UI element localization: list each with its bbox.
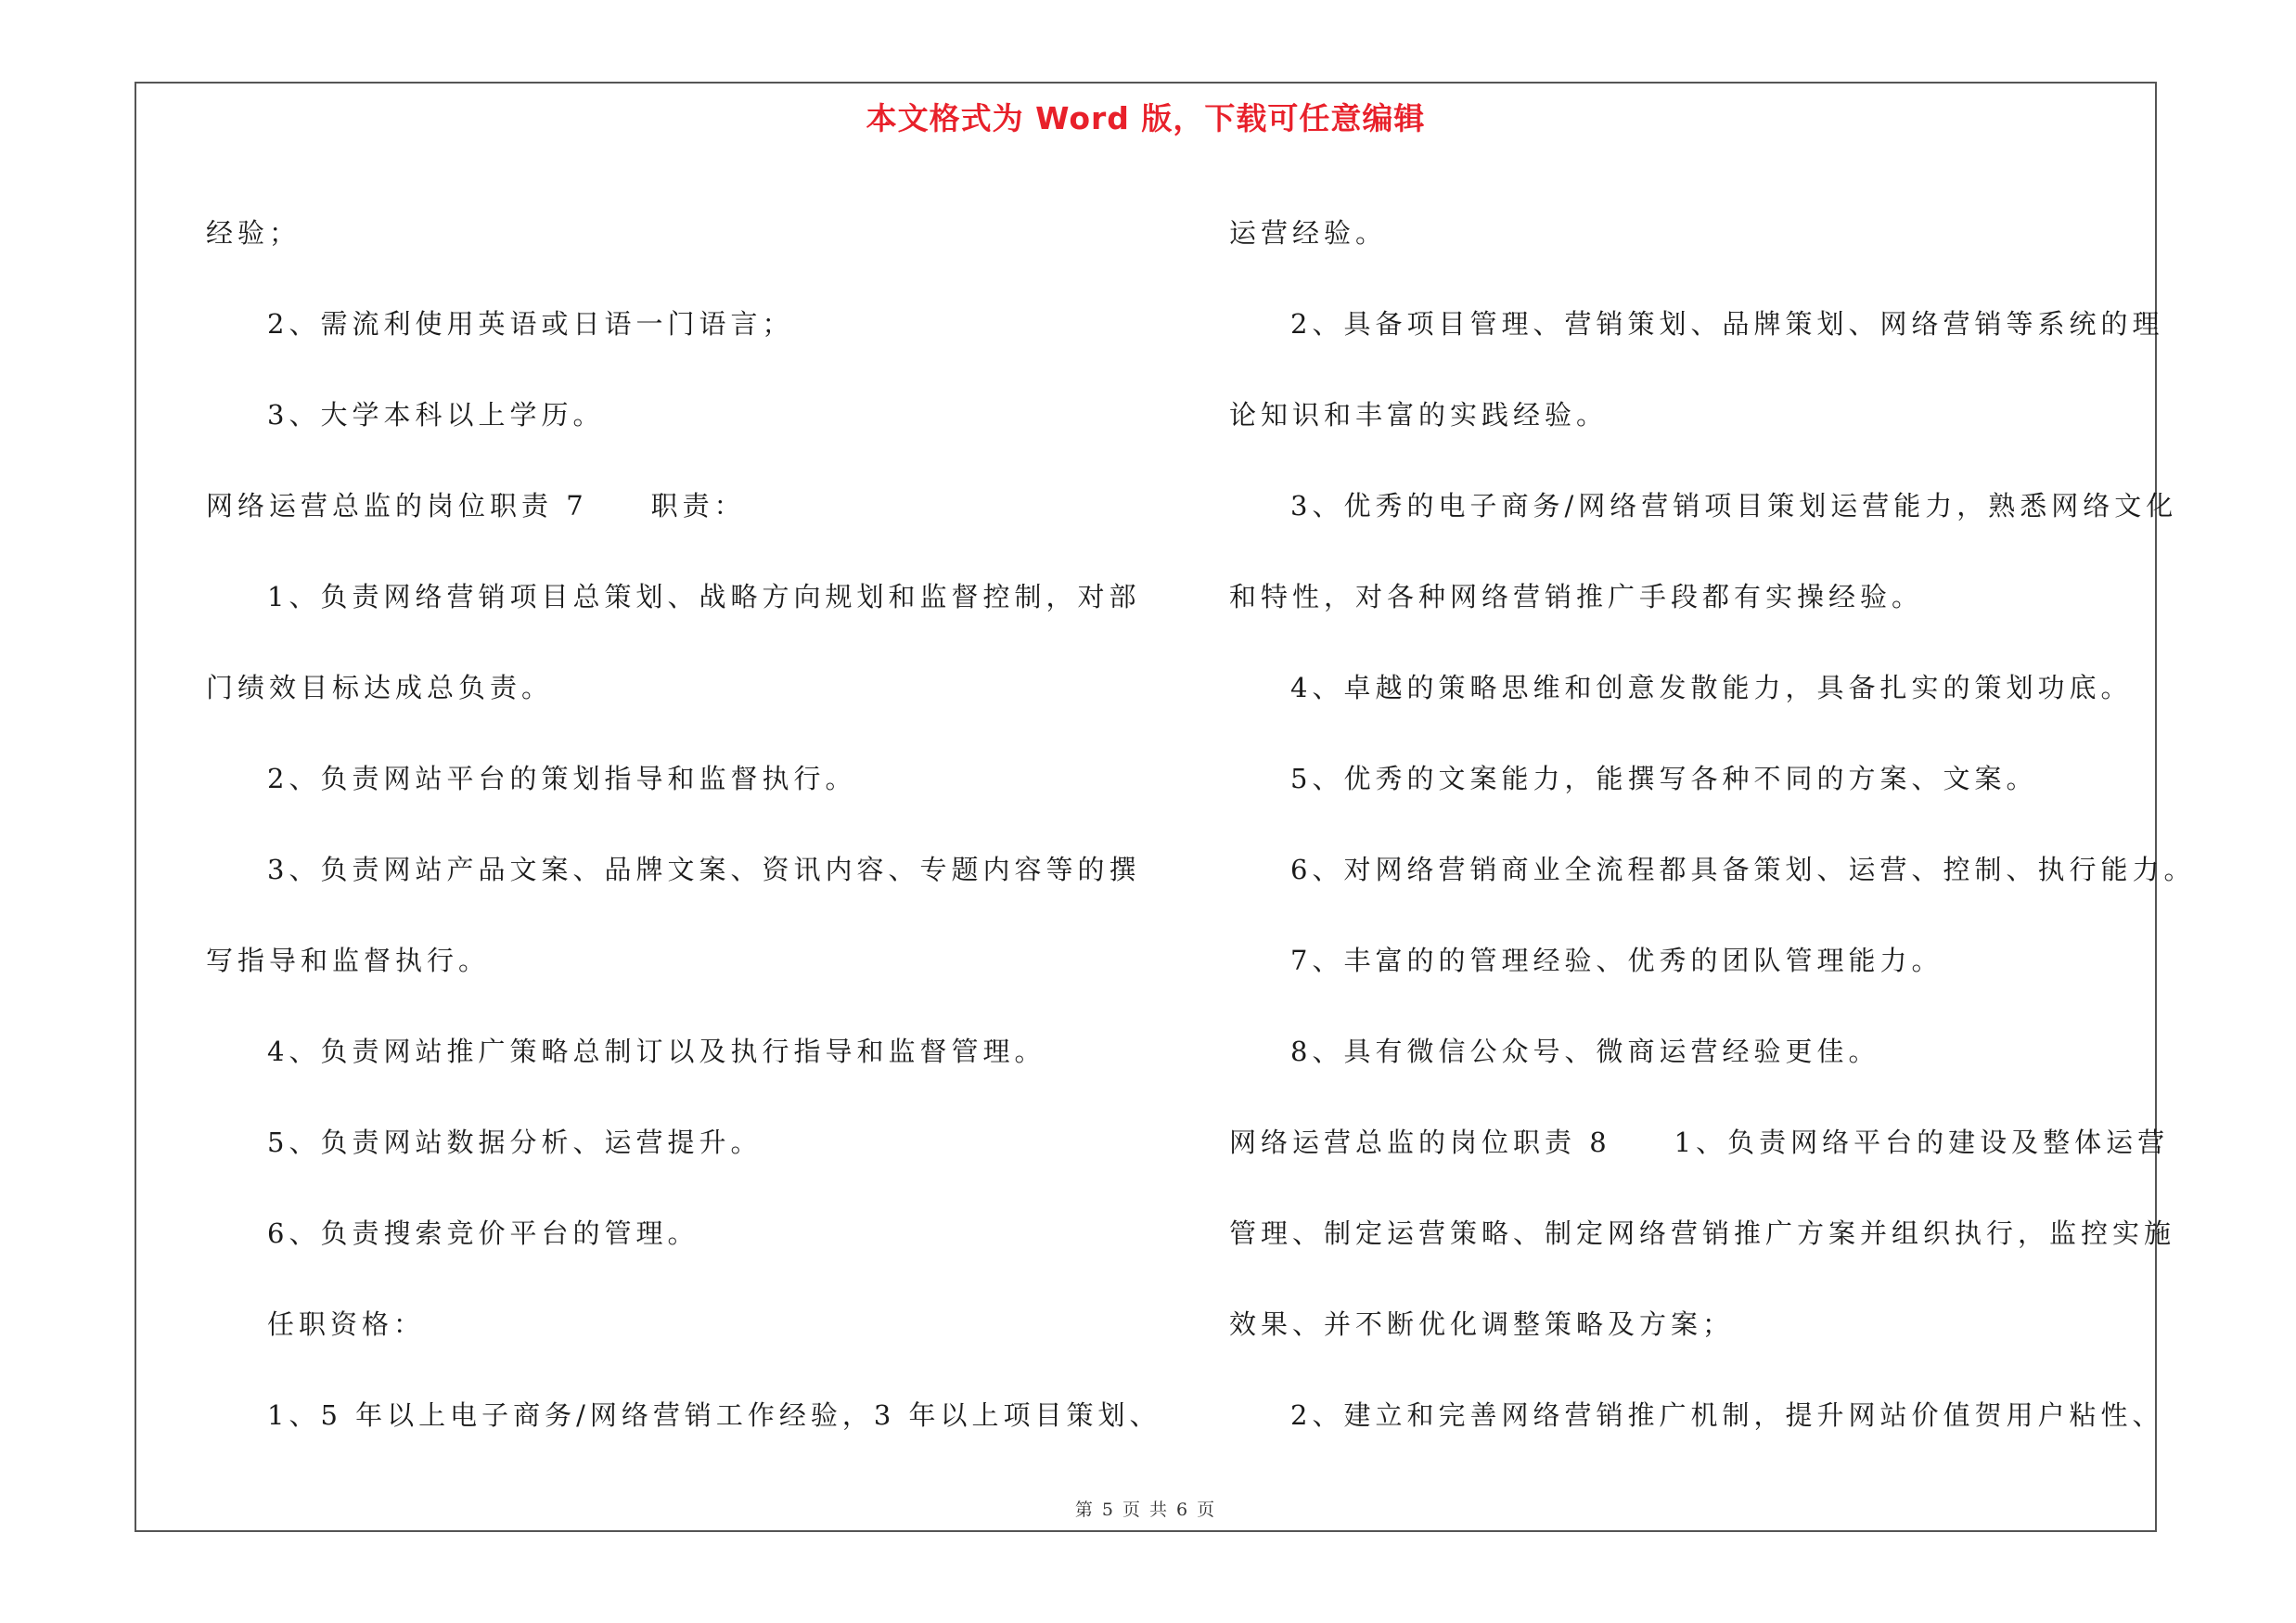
text-line: 3、大学本科以上学历。 — [267, 399, 605, 431]
text-line: 写指导和监督执行。 — [206, 945, 491, 976]
text-line: 效果、并不断优化调整策略及方案； — [1229, 1308, 1735, 1340]
text-line: 3、优秀的电子商务/网络营销项目策划运营能力，熟悉网络文化 — [1290, 490, 2178, 522]
text-line: 论知识和丰富的实践经验。 — [1229, 399, 1609, 431]
text-line: 6、对网络营销商业全流程都具备策划、运营、控制、执行能力。 — [1290, 854, 2196, 885]
text-line: 7、丰富的的管理经验、优秀的团队管理能力。 — [1290, 945, 1943, 976]
text-line: 3、负责网站产品文案、品牌文案、资讯内容、专题内容等的撰 — [267, 854, 1141, 885]
text-line: 1、负责网络营销项目总策划、战略方向规划和监督控制，对部 — [267, 581, 1141, 612]
text-line: 6、负责搜索竞价平台的管理。 — [267, 1217, 699, 1249]
text-line: 5、负责网站数据分析、运营提升。 — [267, 1127, 763, 1158]
text-line: 网络运营总监的岗位职责 7 职责： — [206, 490, 746, 522]
page-number-footer: 第 5 页 共 6 页 — [1074, 1500, 1217, 1520]
text-line: 4、负责网站推广策略总制订以及执行指导和监督管理。 — [267, 1036, 1046, 1067]
left-text-column — [206, 187, 1161, 1461]
text-line: 门绩效目标达成总负责。 — [206, 672, 554, 703]
text-line: 1、5 年以上电子商务/网络营销工作经验，3 年以上项目策划、 — [267, 1399, 1161, 1431]
text-line: 网络运营总监的岗位职责 8 1、负责网络平台的建设及整体运营 — [1229, 1127, 2170, 1158]
text-line: 经验； — [206, 217, 301, 249]
text-line: 任职资格： — [267, 1308, 426, 1340]
text-line: 2、建立和完善网络营销推广机制，提升网站价值贺用户粘性、 — [1290, 1399, 2164, 1431]
text-line: 和特性，对各种网络营销推广手段都有实操经验。 — [1229, 581, 1924, 612]
text-line: 管理、制定运营策略、制定网络营销推广方案并组织执行，监控实施 — [1229, 1217, 2176, 1249]
page-frame — [135, 82, 2196, 1532]
text-line: 8、具有微信公众号、微商运营经验更佳。 — [1290, 1036, 1880, 1067]
text-line: 2、负责网站平台的策划指导和监督执行。 — [267, 763, 857, 794]
format-notice-banner: 本文格式为 Word 版，下载可任意编辑 — [866, 100, 1426, 136]
text-line: 2、具备项目管理、营销策划、品牌策划、网络营销等系统的理 — [1290, 308, 2164, 340]
text-line: 4、卓越的策略思维和创意发散能力，具备扎实的策划功底。 — [1290, 672, 2133, 703]
text-line: 2、需流利使用英语或日语一门语言； — [267, 308, 794, 340]
text-line: 运营经验。 — [1229, 217, 1388, 249]
text-line: 5、优秀的文案能力，能撰写各种不同的方案、文案。 — [1290, 763, 2038, 794]
right-text-column — [1229, 187, 2196, 1461]
